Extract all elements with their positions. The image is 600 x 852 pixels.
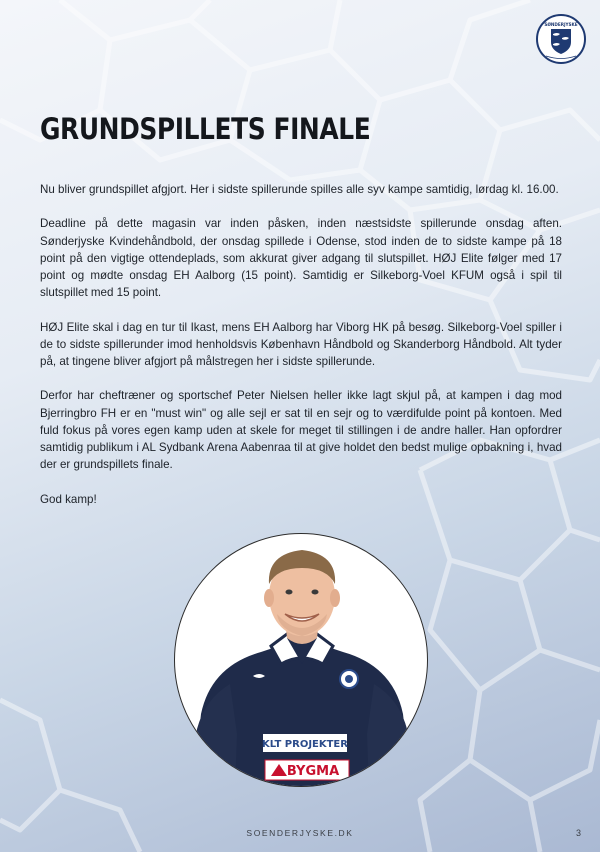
- paragraph-deadline: Deadline på dette magasin var inden påsken, inden næstsidste spillerunde onsdag aften. Sønderjyske Kvindehåndbold, der onsdag spillede i Odense, stod inden de to sidste kampe på 18 point på den vigtige ottendeplads, som akkurat giver adgang til slutspillet. HØJ Elite følger med 17 point og mødte onsdag EH Aalborg (15 point). Samtidig er Silkeborg-Voel KFUM også i spil til slutspillet med 15 point.: [40, 217, 562, 300]
- soenderjyske-crest-icon: [538, 16, 584, 62]
- page-title: GRUNDSPILLETS FINALE: [40, 112, 371, 146]
- club-logo[interactable]: [536, 14, 586, 64]
- paragraph-signoff: God kamp!: [40, 492, 97, 506]
- paragraph-rivals: HØJ Elite skal i dag en tur til Ikast, mens EH Aalborg har Viborg HK på besøg. Silkeborg-Voel spiller i de to sidste spillerunder imod henholdsvis København Håndbold og Skanderborg Håndbold. Alt tyder på, at tingene bliver afgjort på målstregen her i sidste spillerunde.: [40, 320, 562, 368]
- footer-url[interactable]: SOENDERJYSKE.DK: [246, 828, 354, 838]
- sponsor-bygma: BYGMA: [286, 764, 340, 779]
- logo-text: SØNDERJYSKE: [544, 22, 578, 27]
- paragraph-intro: Nu bliver grundspillet afgjort. Her i sidste spillerunde spilles alle syv kampe samtidig, lørdag kl. 16.00.: [40, 183, 559, 196]
- paragraph-coach: Derfor har cheftræner og sportschef Peter Nielsen heller ikke lagt skjul på, at kampen i dag mod Bjerringbro FH er en "must win" og alle sejl er sat til en sejr og to værdifulde point på kontoen. Med fuld fokus på vores egen kamp uden at skele for meget til stillingen i de andre haller. Han opfordrer samtidig publikum i AL Sydbank Arena Aabenraa til at give holdet den bedst mulige opbakning i, hvad der er grundspillets finale.: [40, 389, 562, 472]
- sponsor-klt: KLT PROJEKTER: [262, 739, 348, 750]
- page-number: 3: [575, 828, 581, 838]
- article-body: [40, 181, 562, 525]
- coach-portrait: [174, 533, 428, 787]
- coach-illustration: [175, 534, 428, 787]
